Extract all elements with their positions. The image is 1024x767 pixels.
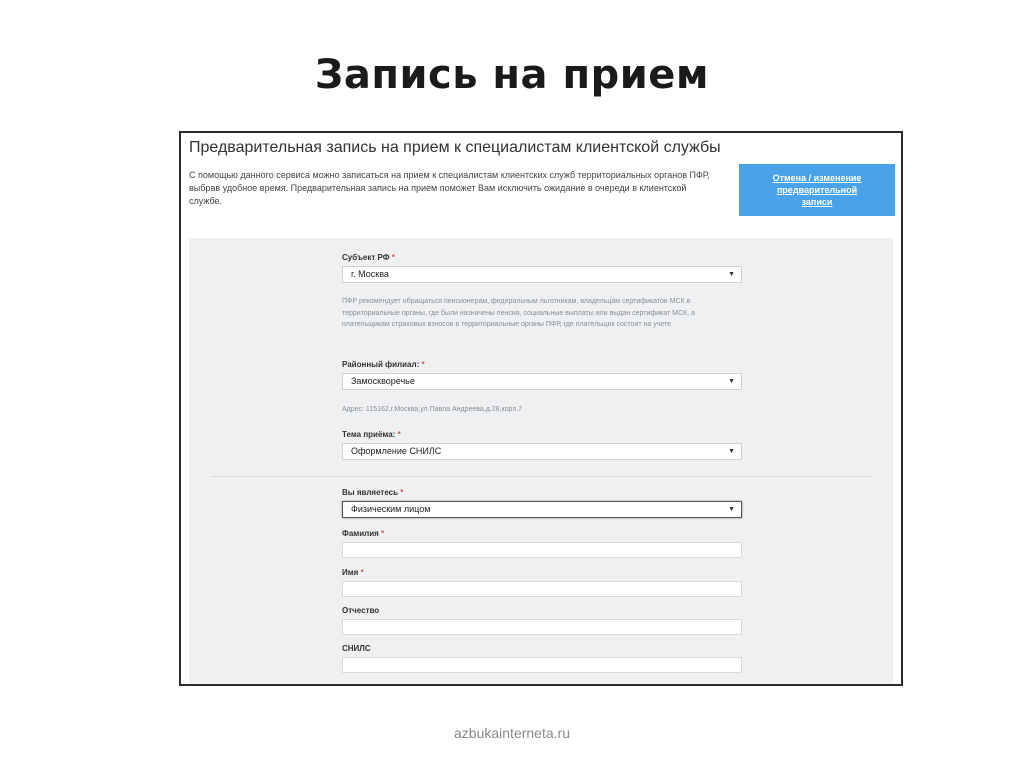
- topic-label: Тема приёма: *: [342, 430, 401, 439]
- patronymic-label: Отчество: [342, 606, 380, 615]
- topic-field: [342, 430, 742, 460]
- source-credit: azbukainterneta.ru: [454, 725, 570, 741]
- cancel-change-appointment-button[interactable]: [739, 164, 895, 216]
- slide-title: Запись на прием: [314, 52, 710, 98]
- caret-down-icon: ▼: [728, 378, 735, 385]
- name-field: [342, 568, 742, 597]
- section-divider: [211, 476, 871, 477]
- name-input[interactable]: [342, 581, 742, 597]
- page-title: Предварительная запись на прием к специалистам клиентской службы: [189, 139, 721, 156]
- page-description: С помощью данного сервиса можно записаться на прием к специалистам клиентских служб территориальных органов ПФР, выбрав удобное время. Предварительная запись на прием поможет Вам исключить ожидание в очереди в клиентской службе.: [189, 170, 710, 206]
- snils-field: [342, 644, 742, 673]
- name-label: Имя *: [342, 568, 364, 577]
- region-label: Субъект РФ *: [342, 253, 395, 262]
- region-field: [342, 253, 742, 283]
- patronymic-field: [342, 606, 742, 635]
- branch-select[interactable]: Замоскворечье ▼: [342, 373, 742, 390]
- you-are-field: [342, 488, 742, 518]
- caret-down-icon: ▼: [728, 506, 735, 513]
- appointment-form: [189, 238, 893, 684]
- branch-field: [342, 360, 742, 390]
- caret-down-icon: ▼: [728, 448, 735, 455]
- topic-select[interactable]: Оформление СНИЛС ▼: [342, 443, 742, 460]
- surname-field: [342, 529, 742, 558]
- you-are-select[interactable]: Физическим лицом ▼: [342, 501, 742, 518]
- surname-input[interactable]: [342, 542, 742, 558]
- snils-label: СНИЛС: [342, 644, 371, 653]
- region-select[interactable]: г. Москва ▼: [342, 266, 742, 283]
- cancel-button-label: Отмена / изменение предварительной записи: [772, 173, 862, 207]
- snils-input[interactable]: [342, 657, 742, 673]
- page-header: [181, 133, 901, 239]
- screenshot-frame: [179, 131, 903, 686]
- caret-down-icon: ▼: [728, 271, 735, 278]
- surname-label: Фамилия *: [342, 529, 385, 538]
- you-are-label: Вы являетесь *: [342, 488, 404, 497]
- branch-address: Адрес: 115162,г.Москва,ул.Павла Андреева,д.28,корп.7: [342, 406, 523, 413]
- patronymic-input[interactable]: [342, 619, 742, 635]
- branch-label: Районный филиал: *: [342, 360, 425, 369]
- region-note: ПФР рекомендует обращаться пенсионерам, федеральным льготникам, владельцам сертификатов МСК в территориальные органы, где были назначены пенсия, социальные выплаты или выдан сертификат МСК, а плательщикам страховых взносов в территориальные органы ПФР, где плательщик состоит на учете.: [342, 298, 695, 328]
